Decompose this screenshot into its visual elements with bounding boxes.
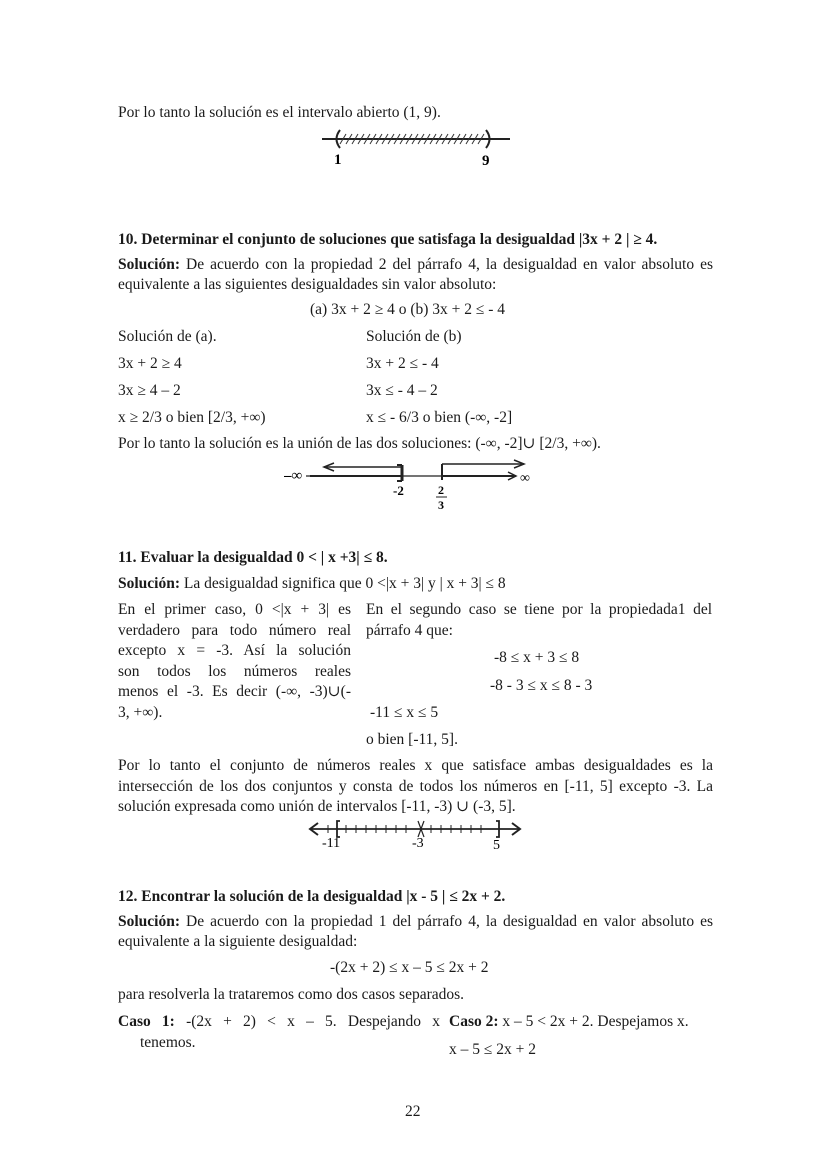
svg-text:1: 1 (334, 152, 342, 168)
page-number: 22 (405, 1103, 421, 1120)
number-line-1-9 (318, 124, 518, 170)
svg-text:∞: ∞ (520, 471, 530, 486)
text-line: párrafo 4 que: (366, 621, 453, 639)
solution-label: Solución: (118, 913, 181, 930)
col-b-step: x ≤ - 6/3 o bien (-∞, -2] (366, 409, 513, 426)
case-1-line (118, 1012, 440, 1033)
case-1-line: tenemos. (140, 1033, 196, 1051)
solution-text: De acuerdo con la propiedad 1 del párrafo 4, la desigualdad en valor absoluto es equivalente a la siguiente desigualdad: (118, 913, 713, 950)
svg-text:–∞: –∞ (284, 468, 303, 484)
text-line: verdadero para todo número real (118, 621, 351, 639)
eq-line: o bien [-11, 5]. (366, 731, 458, 748)
col-b-step: 3x + 2 ≤ - 4 (366, 355, 439, 372)
col-a-step: 3x ≥ 4 – 2 (118, 382, 181, 399)
eq-line: -8 ≤ x + 3 ≤ 8 (494, 649, 580, 666)
section-10-conclusion: Por lo tanto la solución es la unión de las dos soluciones: (-∞, -2]∪ [2/3, +∞). (118, 435, 601, 452)
text-line: 3, +∞). (118, 703, 163, 721)
section-11-second-case (366, 600, 712, 641)
text-line: excepto x = -3. Así la solución (118, 642, 351, 659)
svg-text:3: 3 (438, 498, 444, 512)
solution-label: Solución: (118, 575, 181, 592)
text-line: En el primer caso, 0 <|x + 3| es (118, 601, 351, 618)
col-a-step: x ≥ 2/3 o bien [2/3, +∞) (118, 409, 266, 426)
case-2-eq: x – 5 ≤ 2x + 2 (449, 1041, 536, 1058)
solution-text: La desigualdad significa que 0 <|x + 3| y | x + 3| ≤ 8 (180, 575, 506, 592)
svg-text:-3: -3 (412, 836, 424, 851)
text-line: son todos los números reales (118, 662, 351, 680)
section-11-conclusion: Por lo tanto el conjunto de números reales x que satisface ambas desigualdades es la intersección de los dos conjuntos y consta de todos los números en [-11, 5] excepto -3. La solución expresada como unión de intervalos [-11, -3) ∪ (-3, 5]. (118, 757, 713, 815)
case-2 (449, 1012, 689, 1032)
solution-text: De acuerdo con la propiedad 2 del párrafo 4, la desigualdad en valor absoluto es equivalente a las siguientes desigualdades sin valor absoluto: (118, 256, 713, 293)
case-1-text: -(2x + 2) < x – 5. Despejando x (174, 1013, 441, 1030)
section-11-solution (118, 574, 506, 594)
svg-text:-2: -2 (393, 483, 404, 498)
svg-text:2: 2 (438, 483, 444, 497)
col-b-step: 3x ≤ - 4 – 2 (366, 382, 438, 399)
col-a-header: Solución de (a). (118, 328, 217, 345)
case-1 (118, 1012, 440, 1053)
section-12-intro-cases: para resolverla la trataremos como dos casos separados. (118, 986, 465, 1003)
section-11-title: 11. Evaluar la desigualdad 0 < | x +3| ≤ 8. (118, 549, 388, 566)
col-b-header: Solución de (b) (366, 328, 462, 345)
section-12-solution (118, 912, 713, 952)
case-2-label: Caso 2: (449, 1013, 499, 1030)
section-12-title: 12. Encontrar la solución de la desigualdad |x - 5 | ≤ 2x + 2. (118, 888, 506, 905)
text-line: En el segundo caso se tiene por la propiedada1 del (366, 601, 712, 618)
section-11-first-case (118, 600, 351, 723)
intro-conclusion: Por lo tanto la solución es el intervalo abierto (1, 9). (118, 104, 441, 121)
number-line-minus11-5 (306, 818, 526, 852)
solution-label: Solución: (118, 256, 181, 273)
svg-text:-11: -11 (322, 836, 341, 851)
section-12-equation: -(2x + 2) ≤ x – 5 ≤ 2x + 2 (330, 959, 489, 976)
section-10-title: 10. Determinar el conjunto de soluciones que satisfaga la desigualdad |3x + 2 | ≥ 4. (118, 231, 658, 248)
section-10-solution (118, 255, 713, 295)
section-10-cases: (a) 3x + 2 ≥ 4 o (b) 3x + 2 ≤ - 4 (310, 301, 506, 318)
svg-text:5: 5 (493, 838, 500, 852)
svg-text:9: 9 (482, 153, 490, 169)
case-2-text: x – 5 < 2x + 2. Despejamos x. (498, 1013, 689, 1030)
eq-line: -8 - 3 ≤ x ≤ 8 - 3 (490, 677, 593, 694)
case-1-label: Caso 1: (118, 1013, 175, 1030)
text-line: menos el -3. Es decir (-∞, -3)∪(- (118, 683, 351, 700)
number-line-union (284, 458, 548, 514)
eq-line: -11 ≤ x ≤ 5 (370, 704, 439, 721)
col-a-step: 3x + 2 ≥ 4 (118, 355, 182, 372)
